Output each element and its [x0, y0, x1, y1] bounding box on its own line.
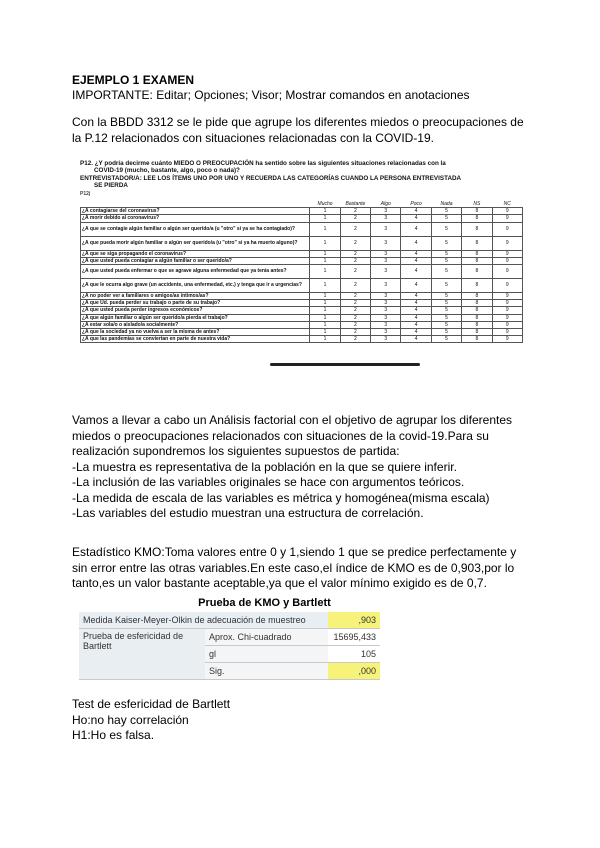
chi-value: 15695,433	[328, 629, 380, 646]
assumption-item: -La muestra es representativa de la población en la que se quiere inferir.	[72, 459, 457, 474]
question-code: P12j	[80, 190, 91, 197]
response-code: 4	[401, 336, 431, 343]
response-code: 5	[431, 300, 461, 307]
response-code: 5	[431, 250, 461, 257]
item-text: ¿A que algún familiar o algún ser querido/a pierda el trabajo?	[81, 314, 310, 321]
response-code: 8	[462, 257, 492, 264]
response-code: 3	[371, 257, 401, 264]
assumption-item: -La inclusión de las variables originales se hace con argumentos teóricos.	[72, 475, 465, 489]
response-code: 8	[462, 314, 492, 321]
item-text: ¿A que se contagie algún familiar o algún ser querido/a (u "otro" si ya se ha contagiado)?	[81, 222, 310, 236]
item-text: ¿A que usted pueda enfermar o que se agrave alguna enfermedad que ya tenía antes?	[81, 264, 310, 278]
response-code: 3	[371, 278, 401, 292]
item-text: ¿A que usted pueda perder ingresos económicos?	[81, 307, 310, 314]
response-code: 1	[310, 236, 340, 250]
response-code: 1	[310, 222, 340, 236]
response-code: 3	[371, 208, 401, 215]
item-text: ¿A que usted pueda contagiar a algún familiar o ser querido/a?	[81, 257, 310, 264]
question-line-1: P12. ¿Y podría decirme cuánto MIEDO O PREOCUPACIÓN ha sentido sobre las siguientes situaciones relacionadas con la	[80, 160, 446, 167]
sig-value: ,000	[328, 663, 380, 680]
column-header: Algo	[371, 201, 401, 208]
response-code: 1	[310, 307, 340, 314]
response-code: 2	[340, 336, 370, 343]
table-row	[81, 208, 523, 215]
item-text: ¿A no poder ver a familiares o amigos/as íntimos/as?	[81, 292, 310, 299]
table-row	[81, 257, 523, 264]
table-row	[81, 236, 523, 250]
response-code: 1	[310, 264, 340, 278]
column-header: Mucho	[310, 201, 340, 208]
response-code: 4	[401, 328, 431, 335]
response-code: 1	[310, 257, 340, 264]
response-code: 5	[431, 321, 461, 328]
response-code: 9	[492, 264, 522, 278]
hypothesis-h0: Ho:no hay correlación	[72, 712, 189, 727]
response-code: 5	[431, 215, 461, 222]
column-header: Nada	[431, 201, 461, 208]
response-code: 9	[492, 328, 522, 335]
response-code: 9	[492, 307, 522, 314]
column-header: NC	[492, 201, 522, 208]
item-text: ¿A que las pandemias se conviertan en parte de nuestra vida?	[81, 336, 310, 343]
response-code: 2	[340, 215, 370, 222]
table-row	[81, 278, 523, 292]
response-code: 4	[401, 250, 431, 257]
table-row	[81, 307, 523, 314]
table-row	[81, 336, 523, 343]
response-code: 9	[492, 300, 522, 307]
survey-question-header	[80, 160, 523, 198]
response-code: 2	[340, 208, 370, 215]
table-row	[81, 300, 523, 307]
item-text: ¿A contagiarse del coronavirus?	[81, 208, 310, 215]
response-code: 3	[371, 314, 401, 321]
response-code: 2	[340, 307, 370, 314]
factor-paragraph: Vamos a llevar a cabo un Análisis factorial con el objetivo de agrupar los diferentes miedos o preocupaciones relacionados con situaciones de la covid-19.Para su realización supondremos los siguientes supuestos de partida:	[72, 413, 513, 458]
table-row	[81, 328, 523, 335]
response-code: 9	[492, 250, 522, 257]
item-text: ¿A que la sociedad ya no vuelva a ser la misma de antes?	[81, 328, 310, 335]
factor-analysis-section	[72, 413, 537, 522]
response-code: 8	[462, 250, 492, 257]
response-code: 5	[431, 314, 461, 321]
response-code: 1	[310, 314, 340, 321]
response-code: 1	[310, 215, 340, 222]
column-header: Poco	[401, 201, 431, 208]
response-code: 4	[401, 257, 431, 264]
response-code: 5	[431, 278, 461, 292]
survey-question-image	[80, 160, 523, 366]
response-code: 2	[340, 314, 370, 321]
response-code: 8	[462, 336, 492, 343]
response-code: 4	[401, 215, 431, 222]
response-code: 9	[492, 292, 522, 299]
response-code: 4	[401, 300, 431, 307]
item-text: ¿A que Ud. pueda perder su trabajo o parte de su trabajo?	[81, 300, 310, 307]
response-code: 5	[431, 264, 461, 278]
sig-label: Sig.	[205, 663, 328, 680]
response-code: 1	[310, 300, 340, 307]
response-code: 3	[371, 250, 401, 257]
response-code: 4	[401, 321, 431, 328]
response-code: 2	[340, 321, 370, 328]
response-code: 1	[310, 321, 340, 328]
response-code: 8	[462, 300, 492, 307]
bartlett-section	[72, 697, 230, 744]
response-code: 5	[431, 208, 461, 215]
table-row	[81, 292, 523, 299]
response-code: 8	[462, 292, 492, 299]
response-code: 1	[310, 328, 340, 335]
response-code: 3	[371, 264, 401, 278]
response-code: 8	[462, 222, 492, 236]
response-code: 1	[310, 250, 340, 257]
response-code: 2	[340, 278, 370, 292]
response-code: 8	[462, 328, 492, 335]
table-row	[81, 222, 523, 236]
response-code: 9	[492, 257, 522, 264]
response-code: 4	[401, 307, 431, 314]
response-code: 8	[462, 215, 492, 222]
item-text: ¿A que pueda morir algún familiar o algún ser querido/a (u "otro" si ya ha muerto alguno)?	[81, 236, 310, 250]
response-code: 9	[492, 278, 522, 292]
response-code: 3	[371, 236, 401, 250]
scroll-bar	[270, 363, 420, 366]
bartlett-label: Prueba de esfericidad de Bartlett	[79, 629, 205, 680]
response-code: 8	[462, 236, 492, 250]
response-code: 5	[431, 328, 461, 335]
column-header: Bastante	[340, 201, 370, 208]
assumption-item: -Las variables del estudio muestran una estructura de correlación.	[72, 506, 424, 520]
response-code: 8	[462, 278, 492, 292]
response-code: 1	[310, 278, 340, 292]
response-code: 9	[492, 208, 522, 215]
response-code: 9	[492, 336, 522, 343]
response-code: 4	[401, 236, 431, 250]
bartlett-title: Test de esfericidad de Bartlett	[72, 697, 231, 711]
column-header: NS	[462, 201, 492, 208]
response-code: 3	[371, 292, 401, 299]
item-text: ¿A morir debido al coronavirus?	[81, 215, 310, 222]
document-title: EJEMPLO 1 EXAMEN	[72, 73, 195, 87]
response-code: 4	[401, 278, 431, 292]
response-code: 3	[371, 328, 401, 335]
response-code: 4	[401, 292, 431, 299]
response-code: 5	[431, 307, 461, 314]
response-code: 3	[371, 321, 401, 328]
response-code: 2	[340, 250, 370, 257]
response-code: 4	[401, 222, 431, 236]
chi-label: Aprox. Chi-cuadrado	[205, 629, 328, 646]
table-row	[81, 314, 523, 321]
response-code: 9	[492, 215, 522, 222]
response-code: 1	[310, 336, 340, 343]
interviewer-line-1: ENTREVISTADOR/A: LEE LOS ÍTEMS UNO POR UNO Y RECUERDA LAS CATEGORÍAS CUANDO LA PERSONA ENTREVISTADA	[80, 174, 462, 182]
response-code: 4	[401, 208, 431, 215]
kmo-bartlett-table	[79, 596, 380, 680]
item-text: ¿A que se siga propagando el coronavirus?	[81, 250, 310, 257]
kmo-paragraph: Estadístico KMO:Toma valores entre 0 y 1,siendo 1 que se predice perfectamente y sin error entre las otras variables.En este caso,el índice de KMO es de 0,903,por lo tanto,es un valor bastante aceptable,ya que el valor mínimo exigido es de 0,7.	[72, 545, 517, 590]
response-code: 4	[401, 314, 431, 321]
kmo-value: ,903	[328, 612, 380, 629]
response-code: 9	[492, 321, 522, 328]
item-text: ¿A estar sola/o o aislado/a socialmente?	[81, 321, 310, 328]
response-code: 5	[431, 222, 461, 236]
table-row	[81, 215, 523, 222]
response-code: 5	[431, 336, 461, 343]
response-code: 1	[310, 208, 340, 215]
item-text: ¿A que le ocurra algo grave (un accidente, una enfermedad, etc.) y tenga que ir a urgencias?	[81, 278, 310, 292]
response-code: 2	[340, 328, 370, 335]
interviewer-line-2: SE PIERDA	[94, 182, 128, 190]
gl-value: 105	[328, 646, 380, 663]
question-line-2: COVID-19 (mucho, bastante, algo, poco o nada)?	[94, 167, 240, 175]
table-row	[81, 321, 523, 328]
table-row	[81, 250, 523, 257]
hypothesis-h1: H1:Ho es falsa.	[72, 728, 155, 742]
response-code: 3	[371, 336, 401, 343]
response-code: 8	[462, 321, 492, 328]
response-code: 3	[371, 300, 401, 307]
response-code: 9	[492, 236, 522, 250]
response-code: 2	[340, 292, 370, 299]
kmo-label: Medida Kaiser-Meyer-Olkin de adecuación de muestreo	[79, 612, 328, 629]
kmo-table-title: Prueba de KMO y Bartlett	[198, 597, 331, 609]
response-code: 3	[371, 215, 401, 222]
response-code: 2	[340, 300, 370, 307]
response-code: 2	[340, 264, 370, 278]
response-code: 8	[462, 307, 492, 314]
blank-header	[81, 201, 310, 208]
response-code: 3	[371, 222, 401, 236]
intro-paragraph: Con la BBDD 3312 se le pide que agrupe los diferentes miedos o preocupaciones de la P.12 relacionados con situaciones relacionadas con la COVID-19.	[72, 115, 524, 145]
response-code: 1	[310, 292, 340, 299]
table-row	[81, 264, 523, 278]
response-code: 5	[431, 257, 461, 264]
response-code: 5	[431, 292, 461, 299]
survey-items-table	[80, 201, 523, 343]
response-code: 2	[340, 236, 370, 250]
response-code: 9	[492, 314, 522, 321]
response-code: 3	[371, 307, 401, 314]
gl-label: gl	[205, 646, 328, 663]
response-code: 2	[340, 257, 370, 264]
response-code: 8	[462, 208, 492, 215]
response-code: 5	[431, 236, 461, 250]
important-note: IMPORTANTE: Editar; Opciones; Visor; Mostrar comandos en anotaciones	[72, 88, 470, 102]
assumption-item: -La medida de escala de las variables es métrica y homogénea(misma escala)	[72, 490, 490, 505]
response-code: 2	[340, 222, 370, 236]
response-code: 8	[462, 264, 492, 278]
response-code: 9	[492, 222, 522, 236]
response-code: 4	[401, 264, 431, 278]
